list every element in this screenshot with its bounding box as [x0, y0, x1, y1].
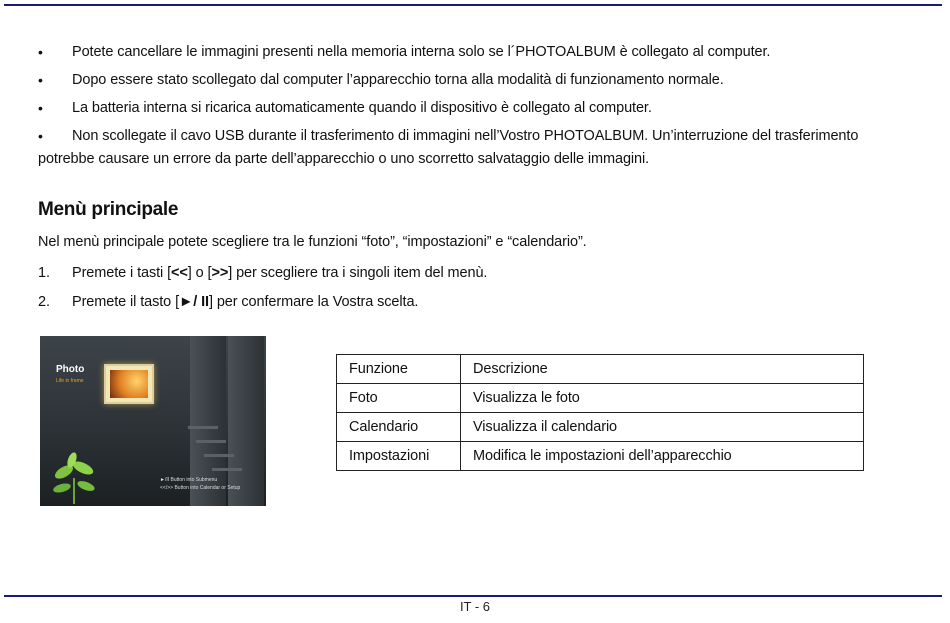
section-intro: Nel menù principale potete scegliere tra le funzioni “foto”, “impostazioni” e “calendario”. — [38, 234, 587, 250]
plant-icon — [50, 448, 98, 504]
table-header-row — [337, 355, 864, 384]
table-cell: Foto — [337, 384, 461, 413]
table-header-cell: Descrizione — [461, 355, 864, 384]
table-cell: Impostazioni — [337, 442, 461, 471]
top-rule — [4, 4, 942, 6]
bullet-icon: • — [38, 44, 43, 60]
play-pause-key-icon: ►/ II — [179, 294, 209, 310]
stair-step — [188, 426, 218, 429]
bullet-icon: • — [38, 100, 43, 116]
stair-step — [204, 454, 234, 457]
next-key-icon: >> — [211, 265, 229, 281]
screenshot-help: ►/II Button into Submenu <</>> Button into Calendar or Setup — [160, 477, 241, 491]
stair-step — [212, 468, 242, 471]
table-cell: Calendario — [337, 413, 461, 442]
table-cell: Modifica le impostazioni dell’apparecchio — [461, 442, 864, 471]
step-item: 2. Premete il tasto [►/ II] per confermare la Vostra scelta. — [38, 288, 487, 317]
screenshot-title: Photo — [56, 364, 85, 375]
table-header-cell: Funzione — [337, 355, 461, 384]
page-number: IT - 6 — [459, 599, 491, 614]
prev-key-icon: << — [171, 265, 188, 281]
table-row — [337, 442, 864, 471]
photo-frame-icon — [104, 364, 154, 404]
bullet-list — [38, 38, 918, 150]
table-row — [337, 413, 864, 442]
steps-list — [38, 259, 487, 317]
list-item: • Potete cancellare le immagini presenti nella memoria interna solo se l´PHOTOALBUM è collegato al computer. — [38, 38, 918, 66]
step-item: 1. Premete i tasti [<<] o [>>] per scegliere tra i singoli item del menù. — [38, 259, 487, 288]
menu-screenshot — [40, 336, 266, 506]
bottom-rule — [4, 595, 942, 597]
bullet-continuation: potrebbe causare un errore da parte dell’apparecchio o uno scorretto salvataggio delle immagini. — [38, 151, 650, 167]
step-number: 1. — [38, 265, 50, 281]
list-item: • Non scollegate il cavo USB durante il trasferimento di immagini nell’Vostro PHOTOALBUM. Un’interruzione del trasferimento — [38, 122, 918, 150]
screenshot-subtitle: Life in frame — [56, 378, 84, 384]
table-cell: Visualizza le foto — [461, 384, 864, 413]
list-item: • La batteria interna si ricarica automaticamente quando il dispositivo è collegato al computer. — [38, 94, 918, 122]
step-number: 2. — [38, 294, 50, 310]
function-table — [336, 354, 864, 471]
section-title: Menù principale — [38, 199, 179, 220]
list-item: • Dopo essere stato scollegato dal computer l’apparecchio torna alla modalità di funzionamento normale. — [38, 66, 918, 94]
bullet-icon: • — [38, 72, 43, 88]
stair-step — [196, 440, 226, 443]
table-cell: Visualizza il calendario — [461, 413, 864, 442]
table-row — [337, 384, 864, 413]
bullet-icon: • — [38, 128, 43, 144]
